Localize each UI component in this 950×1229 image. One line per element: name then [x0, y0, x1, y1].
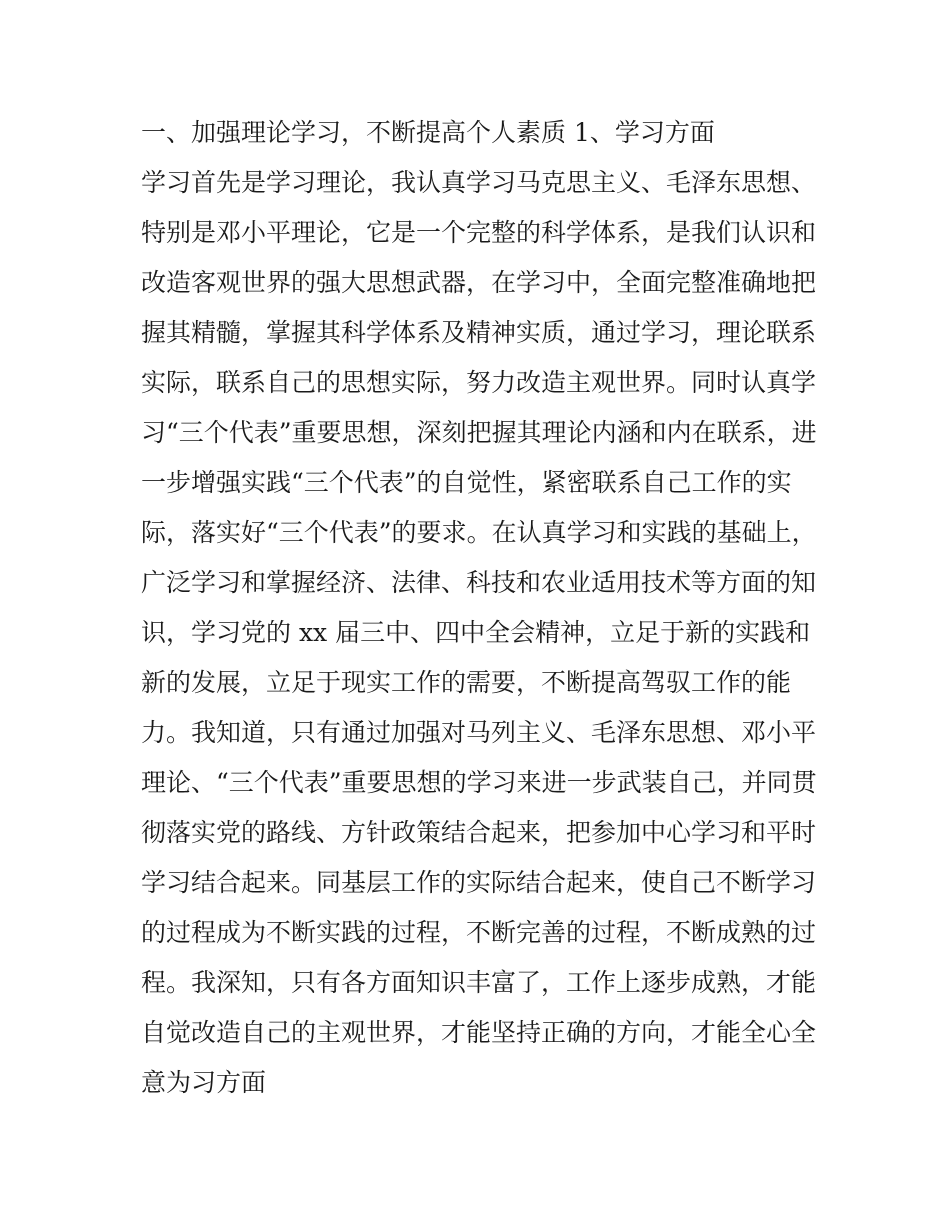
text-line: 彻落实党的路线、方针政策结合起来，把参加中心学习和平时: [141, 818, 817, 847]
text-line: 意为习方面: [141, 1068, 267, 1097]
text-line: 自觉改造自己的主观世界，才能坚持正确的方向，才能全心全: [141, 1018, 817, 1047]
text-line: 力。我知道，只有通过加强对马列主义、毛泽东思想、邓小平: [141, 718, 817, 747]
body-text: [141, 108, 821, 1108]
text-line: 实际，联系自己的思想实际，努力改造主观世界。同时认真学: [141, 368, 817, 397]
text-line: 改造客观世界的强大思想武器，在学习中，全面完整准确地把: [141, 268, 817, 297]
text-line: 新的发展，立足于现实工作的需要，不断提高驾驭工作的能: [141, 668, 792, 697]
text-line: 握其精髓，掌握其科学体系及精神实质，通过学习，理论联系: [141, 318, 817, 347]
text-line: 理论、“三个代表”重要思想的学习来进一步武装自己，并同贯: [141, 768, 817, 797]
text-line: 际，落实好“三个代表”的要求。在认真学习和实践的基础上，: [141, 518, 817, 547]
text-line: 学习首先是学习理论，我认真学习马克思主义、毛泽东思想、: [141, 168, 817, 197]
text-line: 学习结合起来。同基层工作的实际结合起来，使自己不断学习: [141, 868, 817, 897]
text-line: 特别是邓小平理论，它是一个完整的科学体系，是我们认识和: [141, 218, 817, 247]
text-line: 广泛学习和掌握经济、法律、科技和农业适用技术等方面的知: [141, 568, 817, 597]
text-line: 习“三个代表”重要思想，深刻把握其理论内涵和内在联系，进: [141, 418, 817, 447]
text-line: 识，学习党的 xx 届三中、四中全会精神，立足于新的实践和: [141, 618, 811, 647]
text-line: 的过程成为不断实践的过程，不断完善的过程，不断成熟的过: [141, 918, 817, 947]
text-line: 一步增强实践“三个代表”的自觉性，紧密联系自己工作的实: [141, 468, 792, 497]
text-line-heading: 一、加强理论学习，不断提高个人素质 1、学习方面: [141, 118, 715, 147]
text-line: 程。我深知，只有各方面知识丰富了，工作上逐步成熟，才能: [141, 968, 817, 997]
